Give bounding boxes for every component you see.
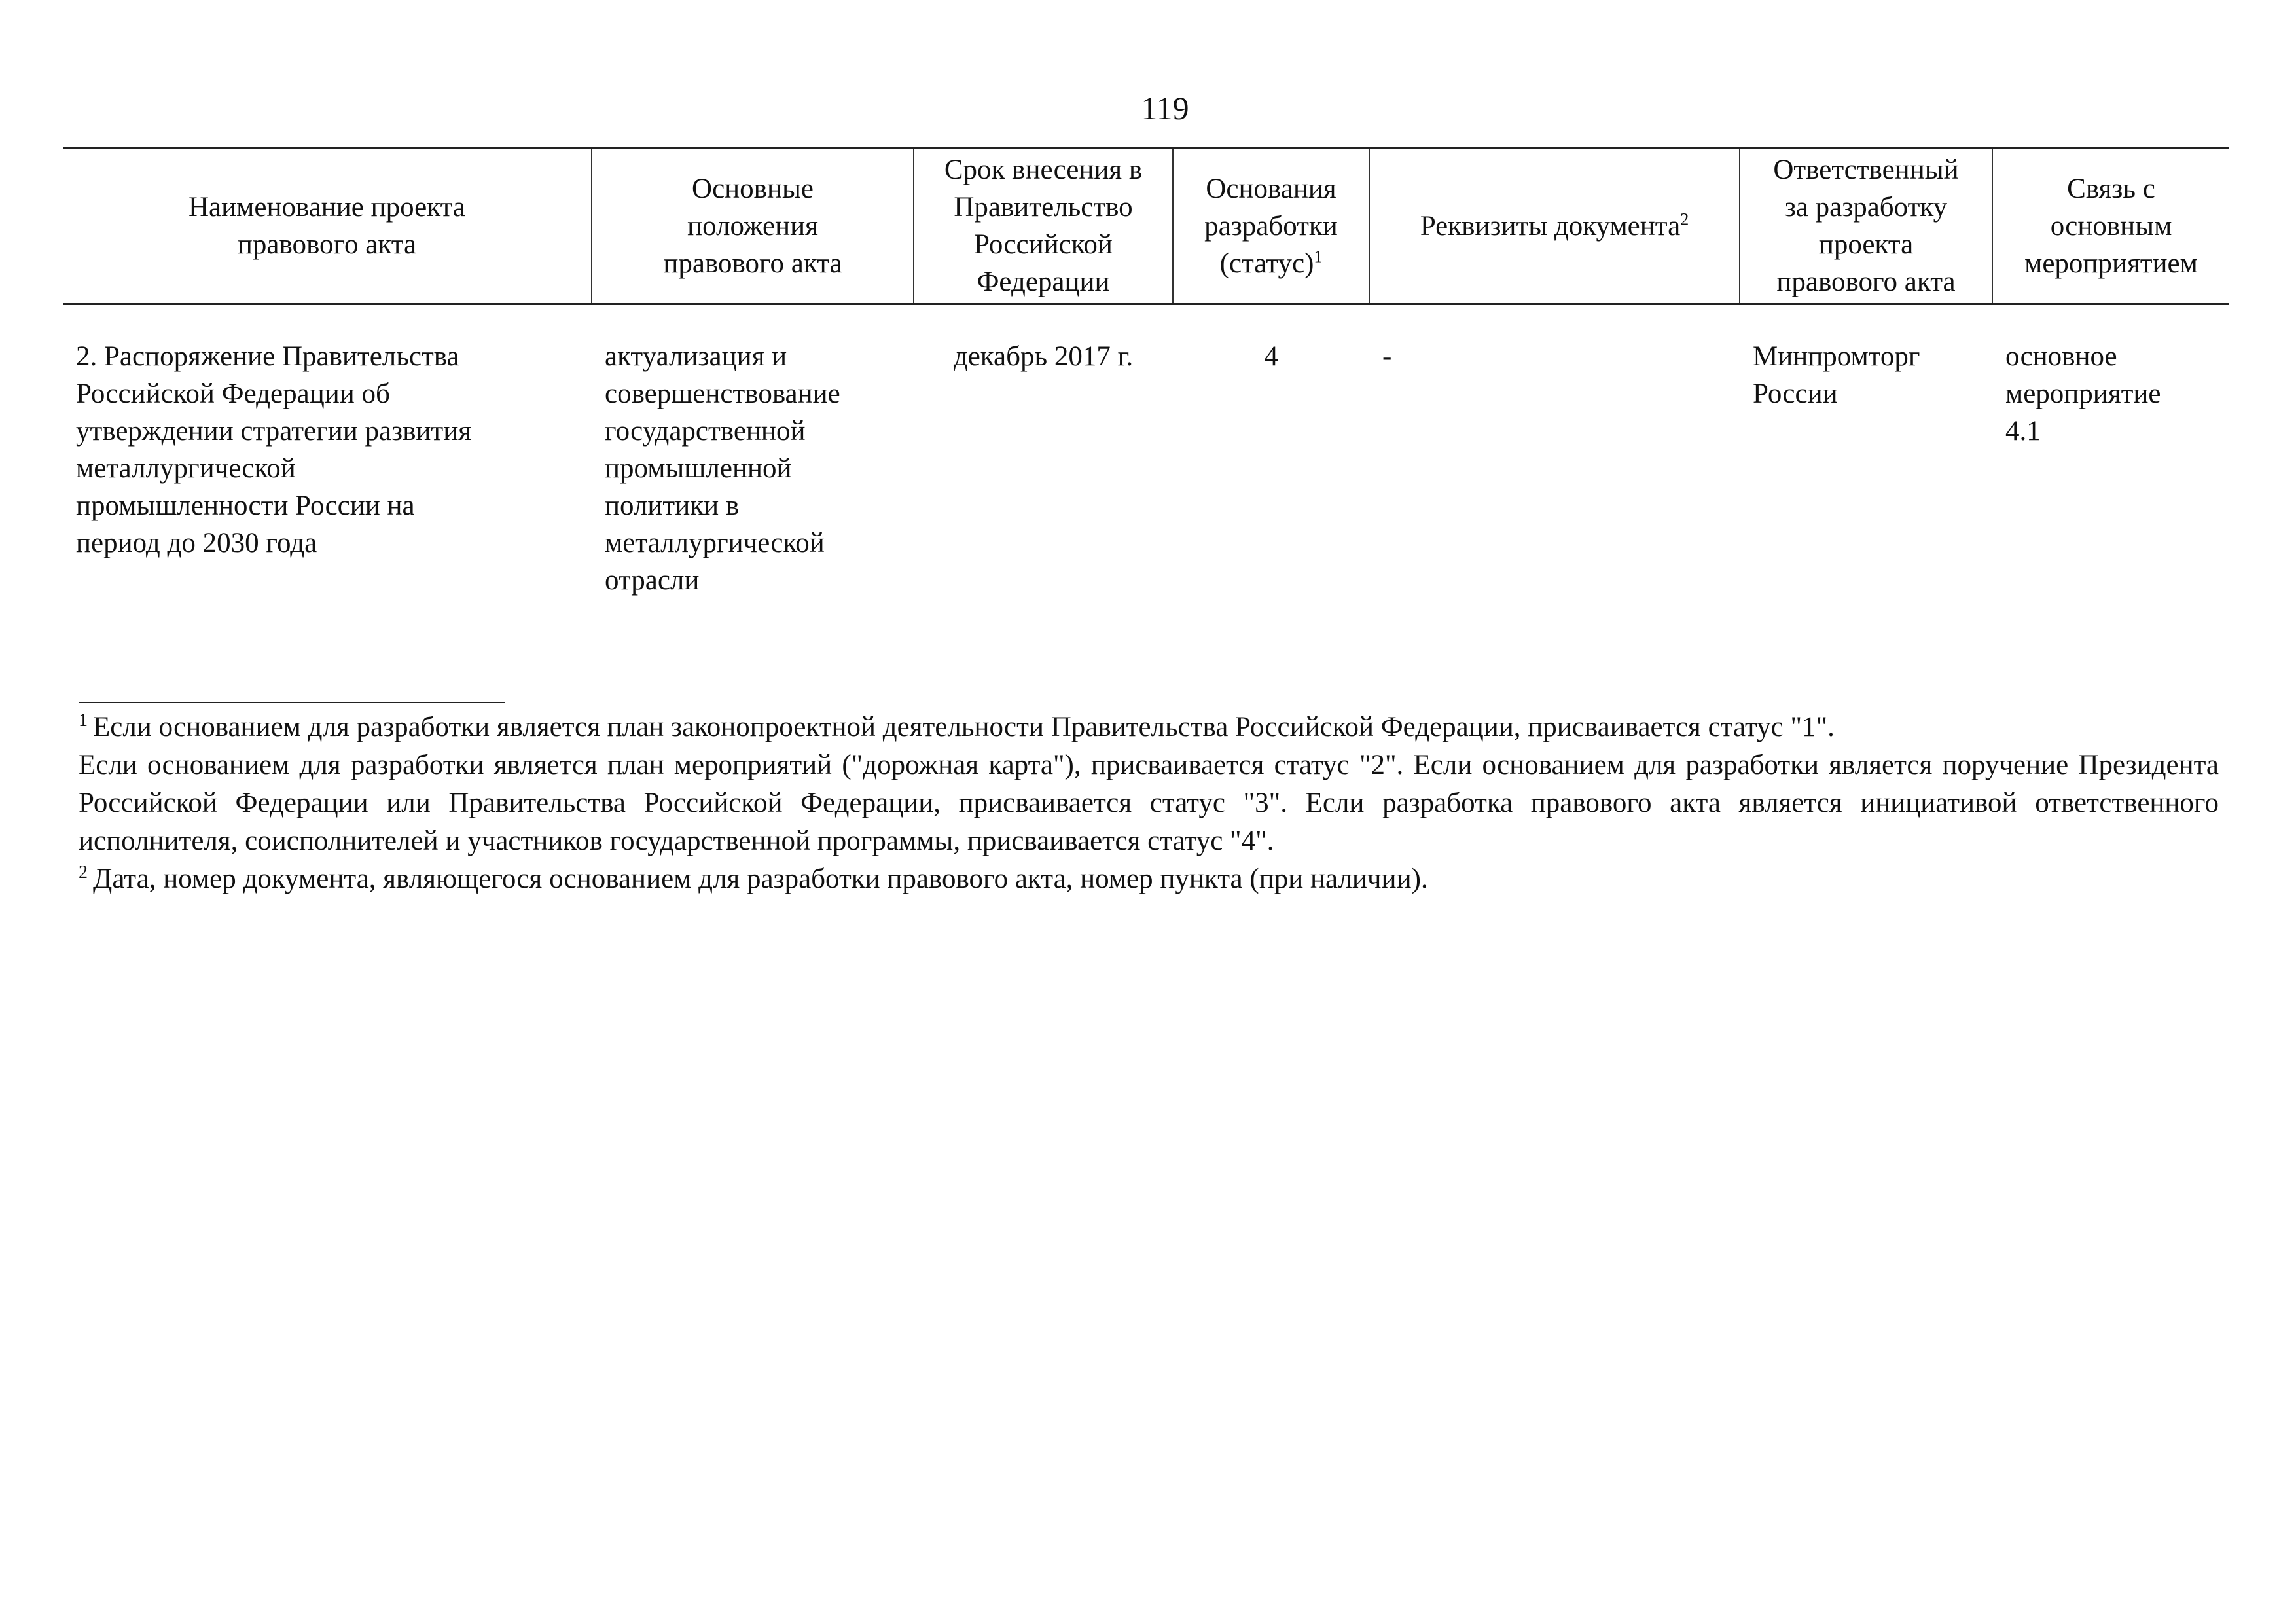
table-header-row — [63, 148, 2229, 304]
header-link: Связь с основным мероприятием — [1992, 148, 2229, 304]
cell-link: основное мероприятие 4.1 — [2005, 341, 2161, 447]
page-number: 119 — [1141, 90, 1189, 126]
header-responsible: Ответственный за разработку проекта правового акта — [1740, 148, 1992, 304]
footnote-1-continued — [79, 746, 2219, 860]
table-row — [63, 304, 2229, 600]
footnote-1 — [79, 708, 2219, 746]
footnote-1-continued-text: Если основанием для разработки является план мероприятий ("дорожная карта"), присваивается статус "2". Если основанием для разработки является поручение Президента Российской Федерации или Правительства Российской Федерации, присваивается статус "3". Если разработка правового акта является инициативой ответственного исполнителя, соисполнителей и участников государственной программы, присваивается статус "4". — [79, 750, 2219, 856]
footnote-mark-1: 1 — [79, 710, 88, 731]
footnote-separator — [79, 702, 505, 703]
header-provisions: Основные положения правового акта — [592, 148, 914, 304]
cell-act-name: 2. Распоряжение Правительства Российской Федерации об утверждении стратегии развития металлургической промышленности России на период до 2030 года — [76, 341, 472, 558]
cell-provisions: актуализация и совершенствование государственной промышленной политики в металлургической отрасли — [605, 341, 840, 596]
legal-acts-table — [63, 147, 2229, 599]
header-status: Основания разработки (статус)$^1$ — [1173, 148, 1369, 304]
cell-deadline: декабрь 2017 г. — [953, 341, 1134, 372]
footnote-ref-1: 1 — [1314, 247, 1323, 266]
cell-requisites: - — [1382, 341, 1392, 372]
header-requisites: Реквизиты документа$^2$ — [1369, 148, 1740, 304]
header-deadline: Срок внесения в Правительство Российской Федерации — [914, 148, 1173, 304]
footnote-1-text: Если основанием для разработки является план законопроектной деятельности Правительства Российской Федерации, присваивается статус "1". — [93, 712, 1835, 742]
header-act-name: Наименование проекта правового акта — [63, 148, 592, 304]
footnote-mark-2: 2 — [79, 862, 88, 883]
footnote-2-text: Дата, номер документа, являющегося основанием для разработки правового акта, номер пункта (при наличии). — [93, 864, 1428, 894]
cell-responsible: Минпромторг России — [1753, 341, 1920, 409]
cell-status: 4 — [1264, 341, 1278, 372]
footnote-2 — [79, 860, 2219, 898]
footnotes — [79, 708, 2219, 898]
footnote-ref-2: 2 — [1680, 210, 1689, 229]
